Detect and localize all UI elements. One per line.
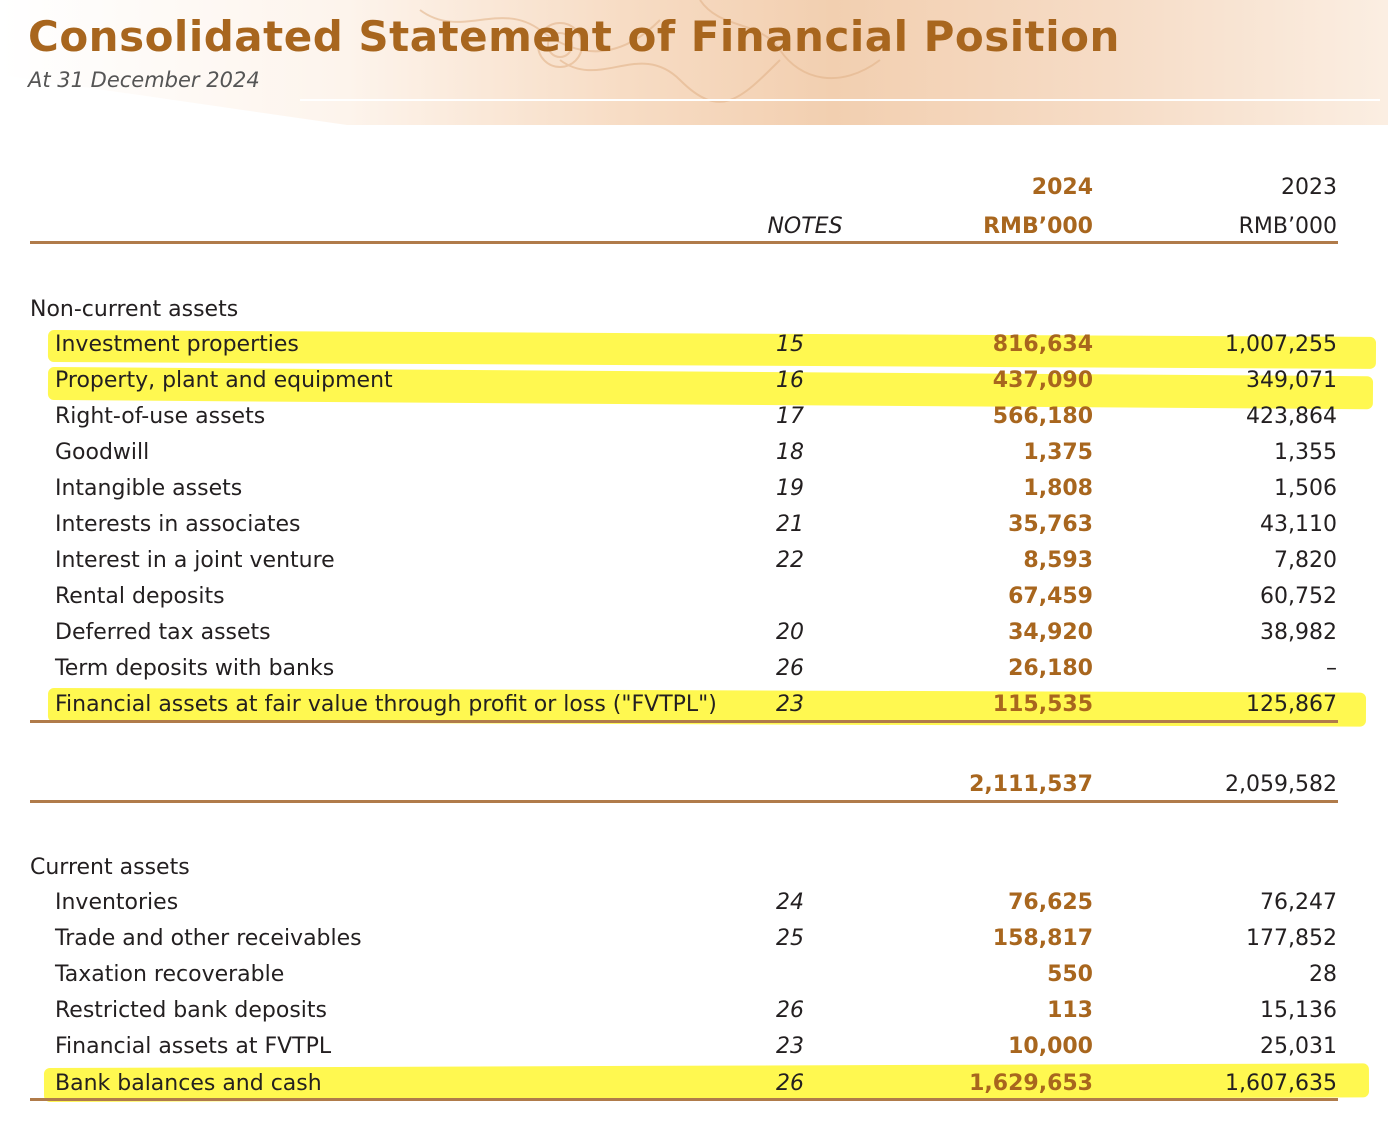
- table-row: [0, 579, 1388, 615]
- table-row: [0, 687, 1388, 723]
- row-label: Rental deposits: [55, 584, 225, 609]
- table-row: [0, 615, 1388, 651]
- row-label: Interests in associates: [55, 512, 301, 537]
- row-value-2024: 1,629,653: [969, 1071, 1093, 1096]
- row-label: Goodwill: [55, 440, 150, 465]
- row-value-2023: 7,820: [1274, 548, 1337, 573]
- row-value-2024: 26,180: [1008, 656, 1093, 681]
- row-value-2024: 76,625: [1008, 890, 1093, 915]
- row-note: 21: [776, 512, 804, 537]
- row-value-2023: 28: [1309, 962, 1337, 987]
- row-value-2023: 423,864: [1246, 404, 1337, 429]
- row-note: 23: [776, 1034, 804, 1059]
- table-row: [0, 435, 1388, 471]
- row-label: Financial assets at FVTPL: [55, 1034, 332, 1059]
- row-label: Right-of-use assets: [55, 404, 266, 429]
- bottom-rule: [30, 1098, 1338, 1101]
- row-note: 20: [776, 620, 804, 645]
- row-value-2024: 113: [1047, 998, 1093, 1023]
- banner-divider: [300, 99, 1380, 101]
- row-value-2023: 1,506: [1274, 476, 1337, 501]
- row-value-2024: 10,000: [1008, 1034, 1093, 1059]
- row-value-2023: 43,110: [1260, 512, 1337, 537]
- row-note: 16: [776, 368, 804, 393]
- table-row: [0, 507, 1388, 543]
- row-label: Deferred tax assets: [55, 620, 271, 645]
- table-row: [0, 543, 1388, 579]
- row-value-2023: 177,852: [1246, 926, 1337, 951]
- row-note: 22: [776, 548, 804, 573]
- page-subtitle: At 31 December 2024: [28, 68, 260, 92]
- row-value-2024: 67,459: [1008, 584, 1093, 609]
- subtotal-2024: 2,111,537: [969, 772, 1093, 797]
- row-value-2024: 35,763: [1008, 512, 1093, 537]
- table-row: [0, 993, 1388, 1029]
- table-row: [0, 651, 1388, 687]
- row-value-2024: 1,375: [1023, 440, 1093, 465]
- row-value-2024: 816,634: [992, 332, 1093, 357]
- table-row: [0, 363, 1388, 399]
- row-note: 17: [776, 404, 804, 429]
- row-label: Property, plant and equipment: [55, 368, 393, 393]
- row-value-2023: 38,982: [1260, 620, 1337, 645]
- table-row: [0, 399, 1388, 435]
- row-label: Bank balances and cash: [55, 1071, 322, 1096]
- row-value-2024: 115,535: [992, 692, 1093, 717]
- row-value-2023: 1,007,255: [1225, 332, 1337, 357]
- row-value-2023: –: [1326, 656, 1337, 681]
- row-note: 19: [776, 476, 804, 501]
- row-value-2023: 76,247: [1260, 890, 1337, 915]
- row-label: Interest in a joint venture: [55, 548, 335, 573]
- section-heading-non-current: [0, 292, 1388, 328]
- row-label: Financial assets at fair value through profit or loss ("FVTPL"): [55, 692, 717, 717]
- total-rule: [30, 800, 1338, 803]
- table-row: [0, 1029, 1388, 1065]
- row-label: Intangible assets: [55, 476, 243, 501]
- row-value-2024: 566,180: [992, 404, 1093, 429]
- row-note: 18: [776, 440, 804, 465]
- row-note: 26: [776, 656, 804, 681]
- row-value-2024: 437,090: [992, 368, 1093, 393]
- header-rule: [30, 241, 1338, 244]
- header-year-current: 2024: [1031, 175, 1093, 200]
- row-value-2023: 1,607,635: [1225, 1071, 1337, 1096]
- row-label: Restricted bank deposits: [55, 998, 328, 1023]
- row-note: 26: [776, 998, 804, 1023]
- row-value-2023: 125,867: [1246, 692, 1337, 717]
- row-label: Term deposits with banks: [55, 656, 335, 681]
- table-row: [0, 1066, 1388, 1102]
- row-value-2023: 15,136: [1260, 998, 1337, 1023]
- row-note: 23: [776, 692, 804, 717]
- row-label: Inventories: [55, 890, 179, 915]
- header-year-prior: 2023: [1281, 175, 1337, 200]
- row-value-2023: 25,031: [1260, 1034, 1337, 1059]
- row-value-2024: 550: [1047, 962, 1093, 987]
- section-label: Current assets: [30, 855, 190, 880]
- header-notes: NOTES: [767, 214, 843, 239]
- table-row: [0, 471, 1388, 507]
- table-row: [0, 885, 1388, 921]
- table-row: [0, 957, 1388, 993]
- row-note: 25: [776, 926, 804, 951]
- subtotal-2023: 2,059,582: [1225, 772, 1337, 797]
- page-title: Consolidated Statement of Financial Position: [28, 12, 1120, 61]
- row-label: Taxation recoverable: [55, 962, 285, 987]
- table-row: [0, 327, 1388, 363]
- header-unit-prior: RMB’000: [1238, 214, 1337, 239]
- subtotal-rule: [30, 720, 1338, 723]
- row-value-2024: 34,920: [1008, 620, 1093, 645]
- row-value-2024: 158,817: [992, 926, 1093, 951]
- row-note: 15: [776, 332, 804, 357]
- row-value-2023: 349,071: [1246, 368, 1337, 393]
- row-value-2024: 8,593: [1023, 548, 1093, 573]
- section-heading-current: [0, 850, 1388, 886]
- row-label: Investment properties: [55, 332, 299, 357]
- section-label: Non-current assets: [30, 297, 239, 322]
- row-value-2023: 60,752: [1260, 584, 1337, 609]
- row-value-2024: 1,808: [1023, 476, 1093, 501]
- table-row: [0, 921, 1388, 957]
- row-note: 24: [776, 890, 804, 915]
- subtotal-row: [0, 767, 1388, 803]
- row-label: Trade and other receivables: [55, 926, 362, 951]
- header-unit-current: RMB’000: [983, 214, 1093, 239]
- row-note: 26: [776, 1071, 804, 1096]
- row-value-2023: 1,355: [1274, 440, 1337, 465]
